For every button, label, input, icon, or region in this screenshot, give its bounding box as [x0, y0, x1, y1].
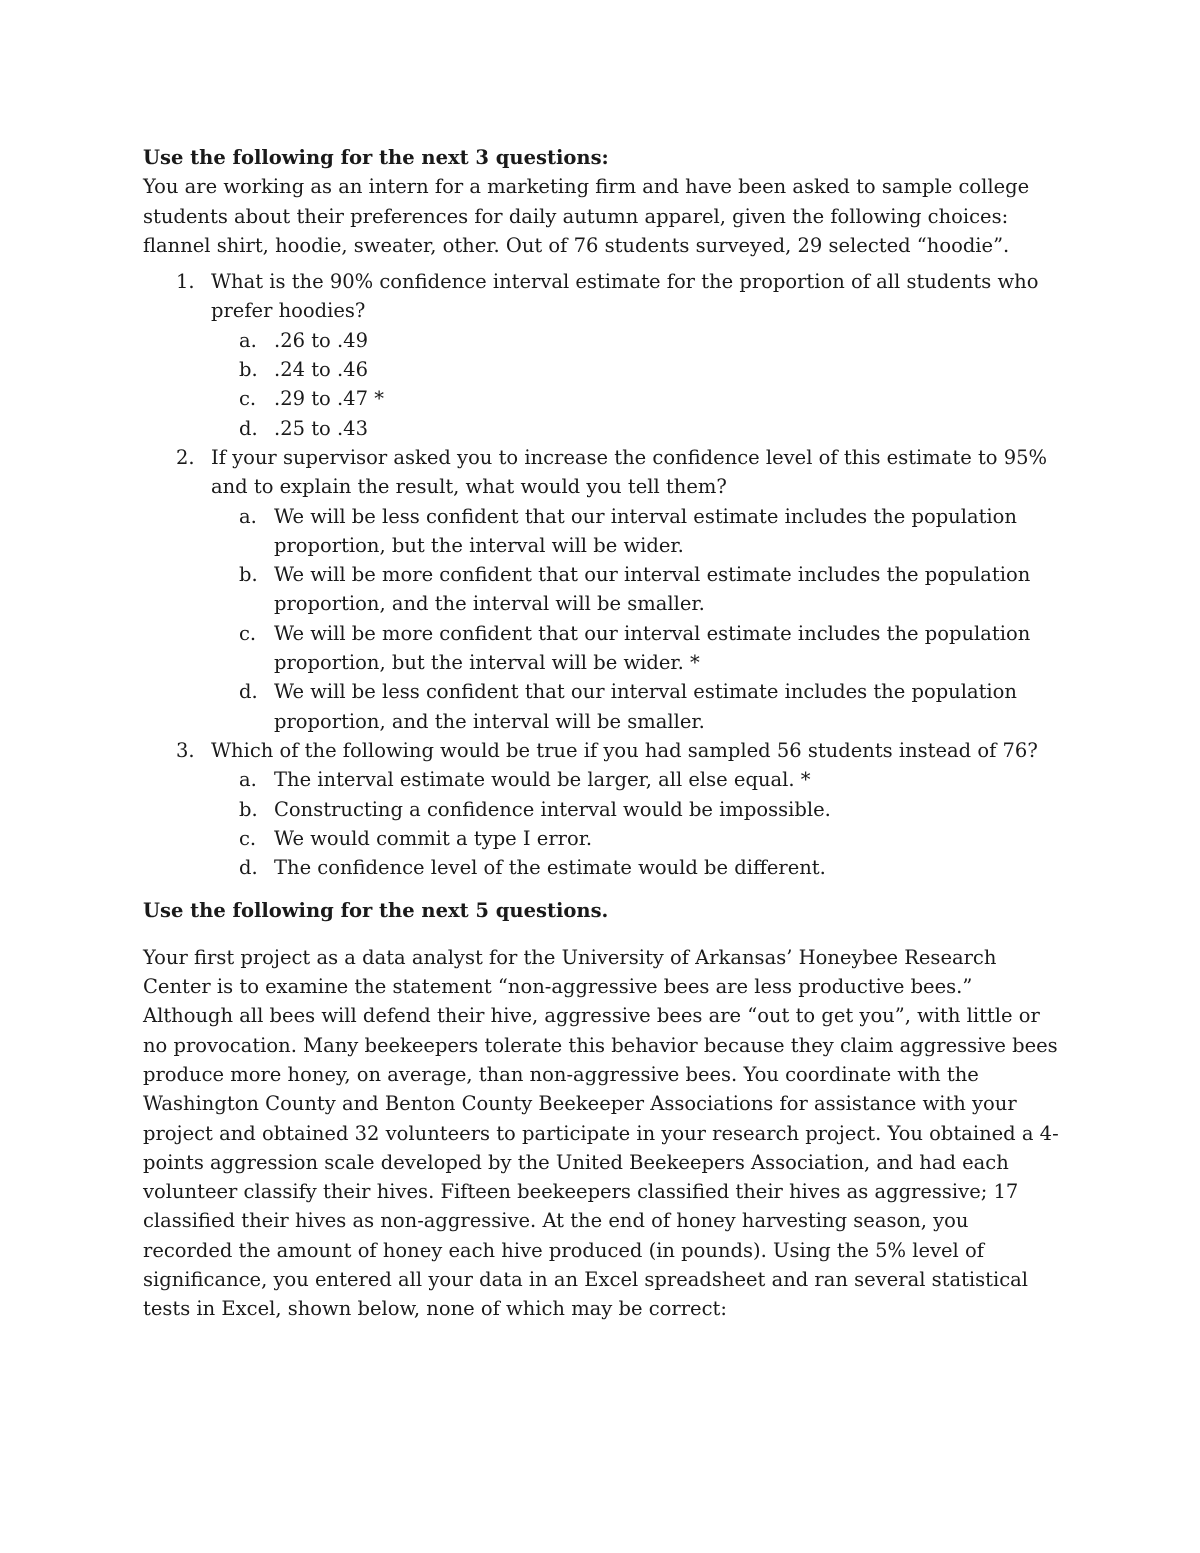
question-text: If your supervisor asked you to increase the confidence level of this estimate to 95% and to explain the result, what would you tell them? — [211, 445, 1048, 499]
choice-letter: b. — [239, 358, 258, 382]
choice-letter: c. — [239, 387, 257, 411]
choice-text: We will be more confident that our interval estimate includes the population proportion, but the interval will be wider. * — [274, 621, 1031, 675]
question-number: 3. — [176, 738, 195, 762]
choice-text: The confidence level of the estimate would be different. — [274, 856, 826, 880]
choice-letter: d. — [239, 680, 258, 704]
choice-text: We will be less confident that our interval estimate includes the population proportion, and the interval will be smaller. — [274, 680, 1017, 733]
choice-item — [211, 619, 1063, 678]
choice-item — [211, 414, 1063, 443]
question-2 — [143, 443, 1063, 736]
choice-item — [211, 502, 1063, 561]
choice-item — [211, 355, 1063, 384]
choice-item — [211, 326, 1063, 355]
choice-letter: c. — [239, 621, 257, 645]
choice-item — [211, 384, 1063, 413]
section1-intro: You are working as an intern for a marketing firm and have been asked to sample college students about their preferences for daily autumn apparel, given the following choices: flannel shirt, hoodie, sweater, other. Out of 76 students surveyed, 29 selected “hoodie”. — [143, 175, 1030, 257]
choice-text: We will be less confident that our interval estimate includes the population proportion, but the interval will be wider. — [274, 504, 1017, 557]
choice-letter: a. — [239, 328, 257, 352]
question-1 — [143, 267, 1063, 443]
choice-text: We would commit a type I error. — [274, 826, 593, 850]
choice-list — [211, 326, 1063, 443]
choice-text: .29 to .47 * — [274, 387, 384, 411]
choice-text: We will be more confident that our interval estimate includes the population proportion, and the interval will be smaller. — [274, 563, 1031, 616]
choice-letter: c. — [239, 826, 257, 850]
section2-body: Your first project as a data analyst for the University of Arkansas’ Honeybee Research Center is to examine the statement “non-aggressive bees are less productive bees.” Although all bees will defend their hive, aggressive bees are “out to get you”, with little or no provocation. Many beekeepers tolerate this behavior because they claim aggressive bees produce more honey, on average, than non-aggressive bees. You coordinate with the Washington County and Benton County Beekeeper Associations for assistance with your project and obtained 32 volunteers to participate in your research project. You obtained a 4-points aggression scale developed by the United Beekeepers Association, and had each volunteer classify their hives. Fifteen beekeepers classified their hives as aggressive; 17 classified their hives as non-aggressive. At the end of honey harvesting season, you recorded the amount of honey each hive produced (in pounds). Using the 5% level of significance, you entered all your data in an Excel spreadsheet and ran several statistical tests in Excel, shown below, none of which may be correct: — [143, 945, 1059, 1321]
question-text: Which of the following would be true if you had sampled 56 students instead of 76? — [211, 738, 1038, 762]
choice-letter: b. — [239, 797, 258, 821]
question-3 — [143, 736, 1063, 882]
choice-text: .26 to .49 — [274, 328, 368, 352]
question-number: 2. — [176, 445, 195, 469]
choice-item — [211, 765, 1063, 794]
choice-letter: b. — [239, 563, 258, 587]
choice-letter: d. — [239, 416, 258, 440]
choice-letter: a. — [239, 768, 257, 792]
question-list — [143, 267, 1063, 882]
choice-text: The interval estimate would be larger, all else equal. * — [274, 768, 811, 792]
choice-letter: d. — [239, 856, 258, 880]
question-text: What is the 90% confidence interval estimate for the proportion of all students who prefer hoodies? — [211, 270, 1039, 323]
choice-item — [211, 560, 1063, 619]
section1-heading: Use the following for the next 3 questions: — [143, 146, 609, 169]
choice-item — [211, 795, 1063, 824]
choice-list — [211, 765, 1063, 882]
choice-item — [211, 824, 1063, 853]
choice-item — [211, 853, 1063, 882]
document-page — [143, 143, 1063, 1324]
question-number: 1. — [176, 270, 195, 294]
choice-text: Constructing a confidence interval would be impossible. — [274, 797, 831, 821]
choice-text: .24 to .46 — [274, 358, 368, 382]
choice-list — [211, 502, 1063, 736]
section2-heading: Use the following for the next 5 questions. — [143, 899, 609, 923]
choice-item — [211, 677, 1063, 736]
choice-text: .25 to .43 — [274, 416, 368, 440]
choice-letter: a. — [239, 504, 257, 528]
